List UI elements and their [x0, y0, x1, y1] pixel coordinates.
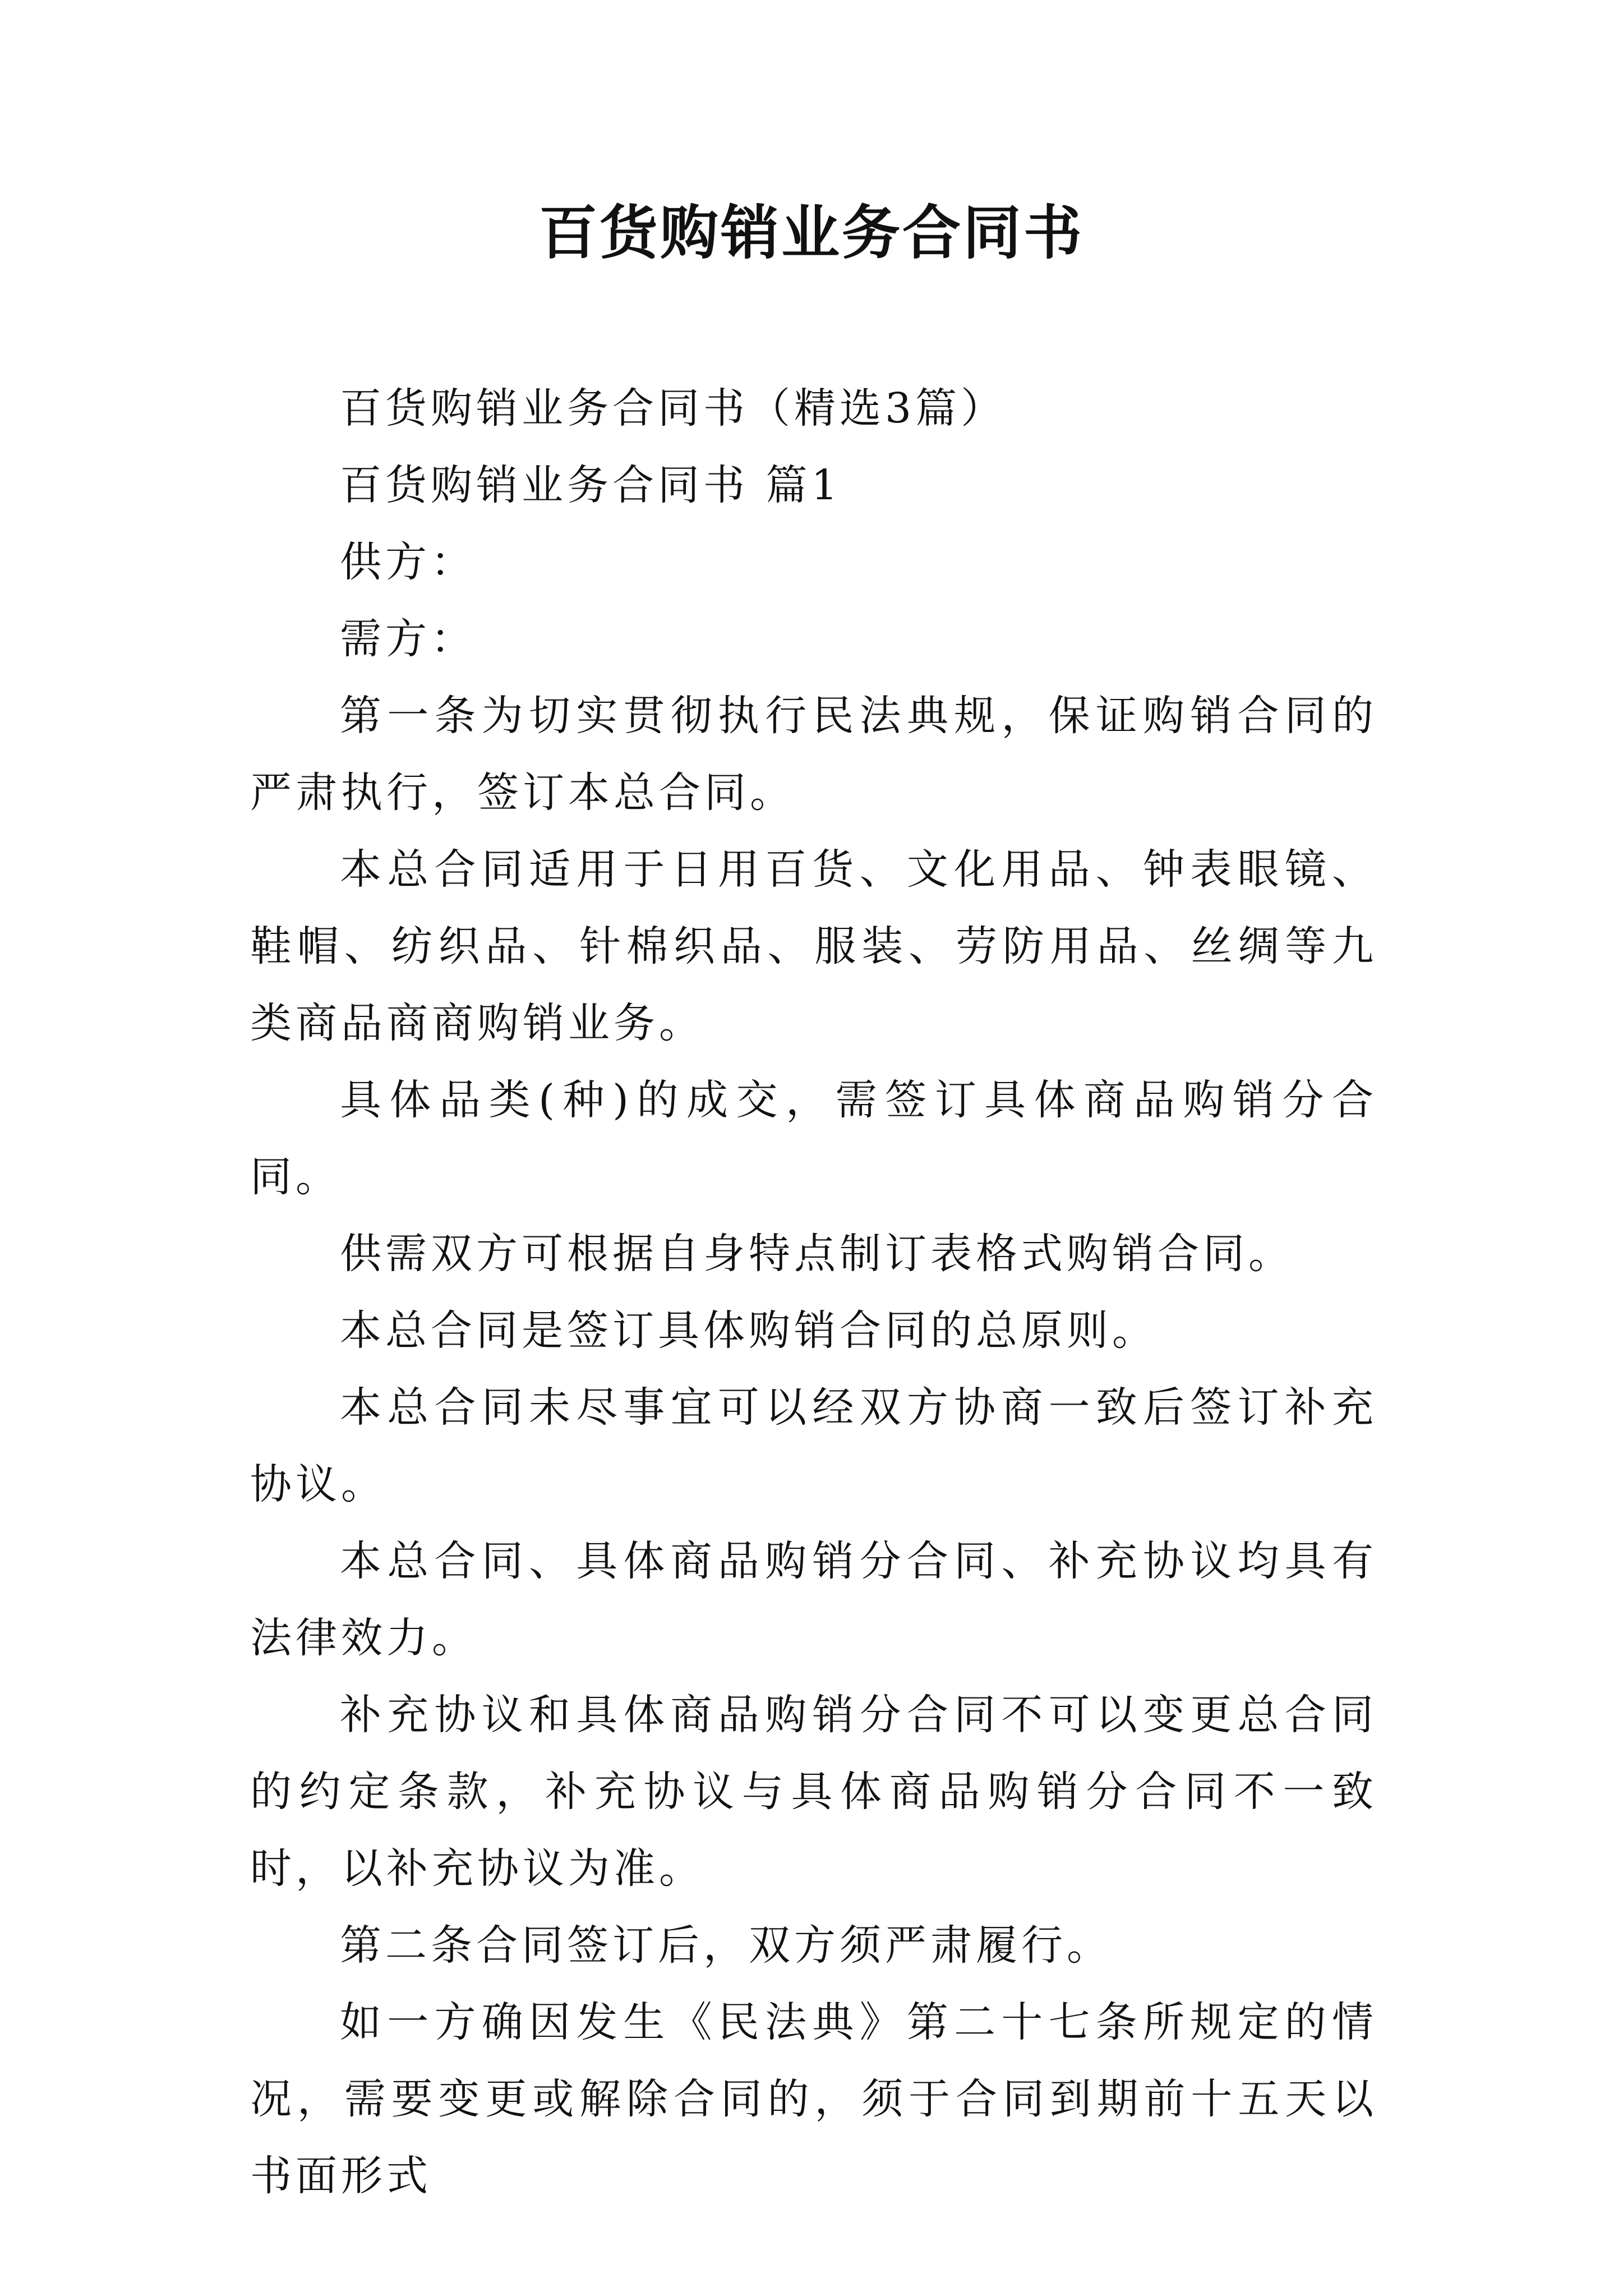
subtitle-line: 百货购销业务合同书（精选3篇）	[340, 384, 1007, 432]
paragraph: 本总合同未尽事宜可以经双方协商一致后签订补充协议。	[250, 1383, 1377, 1508]
document-title: 百货购销业务合同书	[538, 198, 1084, 267]
section-heading: 百货购销业务合同书 篇1	[340, 461, 842, 509]
paragraph: 本总合同是签订具体购销合同的总原则。	[340, 1306, 1158, 1355]
paragraph: 补充协议和具体商品购销分合同不可以变更总合同的约定条款，补充协议与具体商品购销分合同不一致时，以补充协议为准。	[250, 1691, 1377, 1893]
paragraph: 本总合同适用于日用百货、文化用品、钟表眼镜、鞋帽、纺织品、针棉织品、服装、劳防用品、丝绸等九类商品商商购销业务。	[250, 845, 1377, 1047]
paragraph: 具体品类(种)的成交，需签订具体商品购销分合同。	[250, 1076, 1377, 1201]
paragraph: 供需双方可根据自身特点制订表格式购销合同。	[340, 1230, 1294, 1278]
paragraph: 第一条为切实贯彻执行民法典规，保证购销合同的严肃执行，签订本总合同。	[250, 692, 1377, 817]
document-body	[250, 370, 1377, 2215]
paragraph: 如一方确因发生《民法典》第二十七条所规定的情况，需要变更或解除合同的，须于合同到期前十五天以书面形式	[250, 1998, 1377, 2200]
paragraph: 本总合同、具体商品购销分合同、补充协议均具有法律效力。	[250, 1537, 1377, 1662]
supplier-label: 供方：	[340, 538, 476, 586]
paragraph: 第二条合同签订后，双方须严肃履行。	[340, 1921, 1112, 1970]
buyer-label: 需方：	[340, 615, 476, 663]
